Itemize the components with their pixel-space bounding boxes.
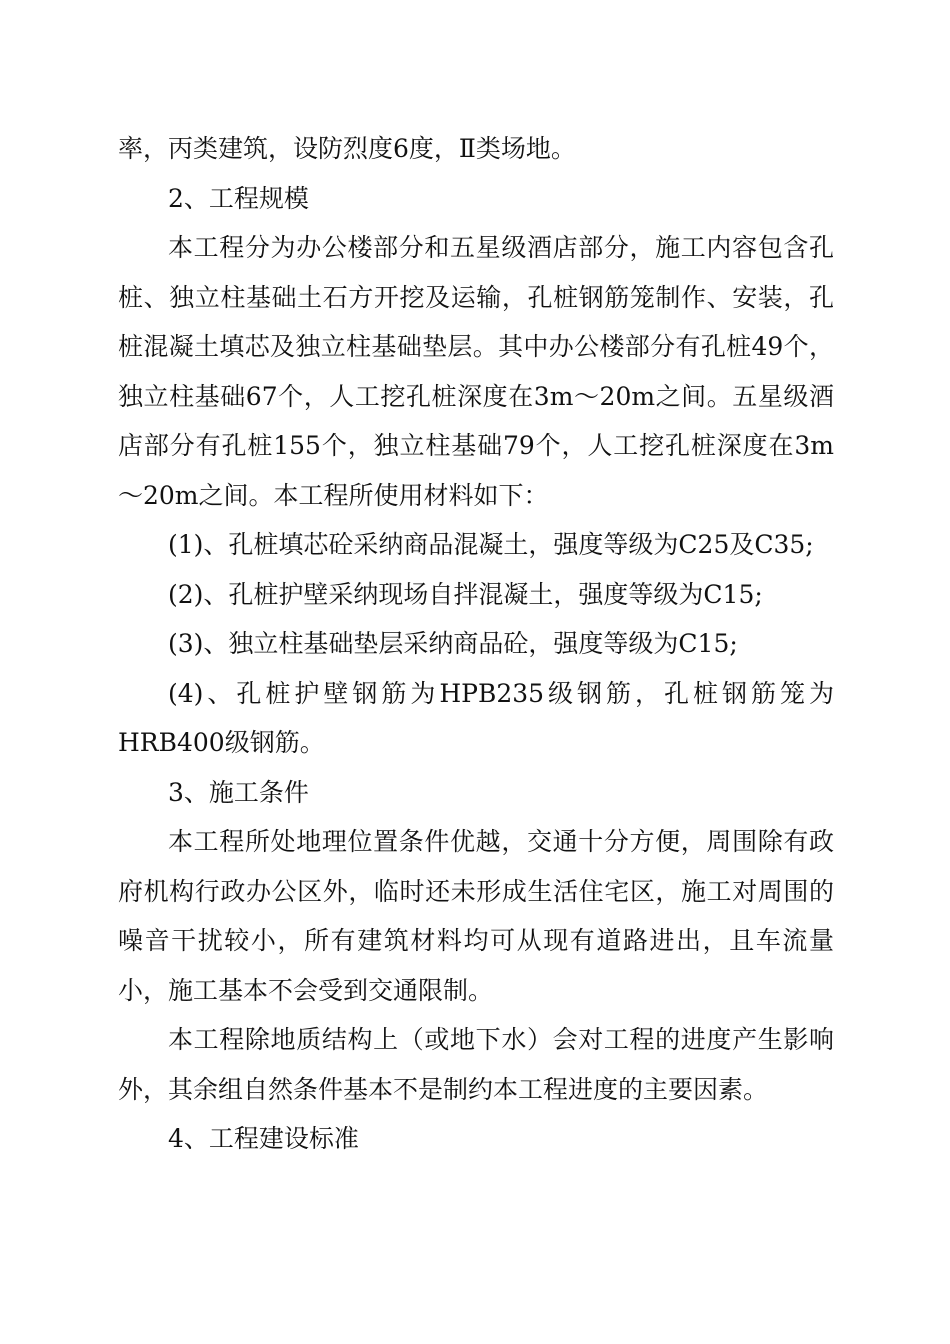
paragraph-project-scale: 本工程分为办公楼部分和五星级酒店部分，施工内容包含孔桩、独立柱基础土石方开挖及运输，孔桩钢筋笼制作、安装，孔桩混凝土填芯及独立柱基础垫层。其中办公楼部分有孔桩49个，独立柱基础67个，人工挖孔桩深度在3m～20m之间。五星级酒店部分有孔桩155个，独立柱基础79个，人工挖孔桩深度在3m～20m之间。本工程所使用材料如下： xyxy=(118,233,834,510)
document-page xyxy=(118,124,834,1164)
list-item-material-1: (1)、孔桩填芯砼采纳商品混凝土，强度等级为C25及C35; xyxy=(168,530,814,559)
section-heading-scale: 2、工程规模 xyxy=(168,183,309,213)
list-item-material-3: (3)、独立柱基础垫层采纳商品砼，强度等级为C15; xyxy=(168,629,738,658)
list-item-material-2: (2)、孔桩护壁采纳现场自拌混凝土，强度等级为C15; xyxy=(168,579,763,609)
list-item-material-4: (4)、孔桩护壁钢筋为HPB235级钢筋，孔桩钢筋笼为HRB400级钢筋。 xyxy=(118,678,834,757)
paragraph-schedule-factors: 本工程除地质结构上（或地下水）会对工程的进度产生影响外，其余组自然条件基本不是制约本工程进度的主要因素。 xyxy=(118,1025,834,1104)
section-heading-standards: 4、工程建设标准 xyxy=(168,1124,359,1153)
paragraph-continuation: 率，丙类建筑，设防烈度6度，Ⅱ类场地。 xyxy=(118,134,576,163)
paragraph-site-conditions: 本工程所处地理位置条件优越，交通十分方便，周围除有政府机构行政办公区外，临时还未形成生活住宅区，施工对周围的噪音干扰较小，所有建筑材料均可从现有道路进出，且车流量小，施工基本不会受到交通限制。 xyxy=(118,827,834,1005)
section-heading-conditions: 3、施工条件 xyxy=(168,777,309,807)
